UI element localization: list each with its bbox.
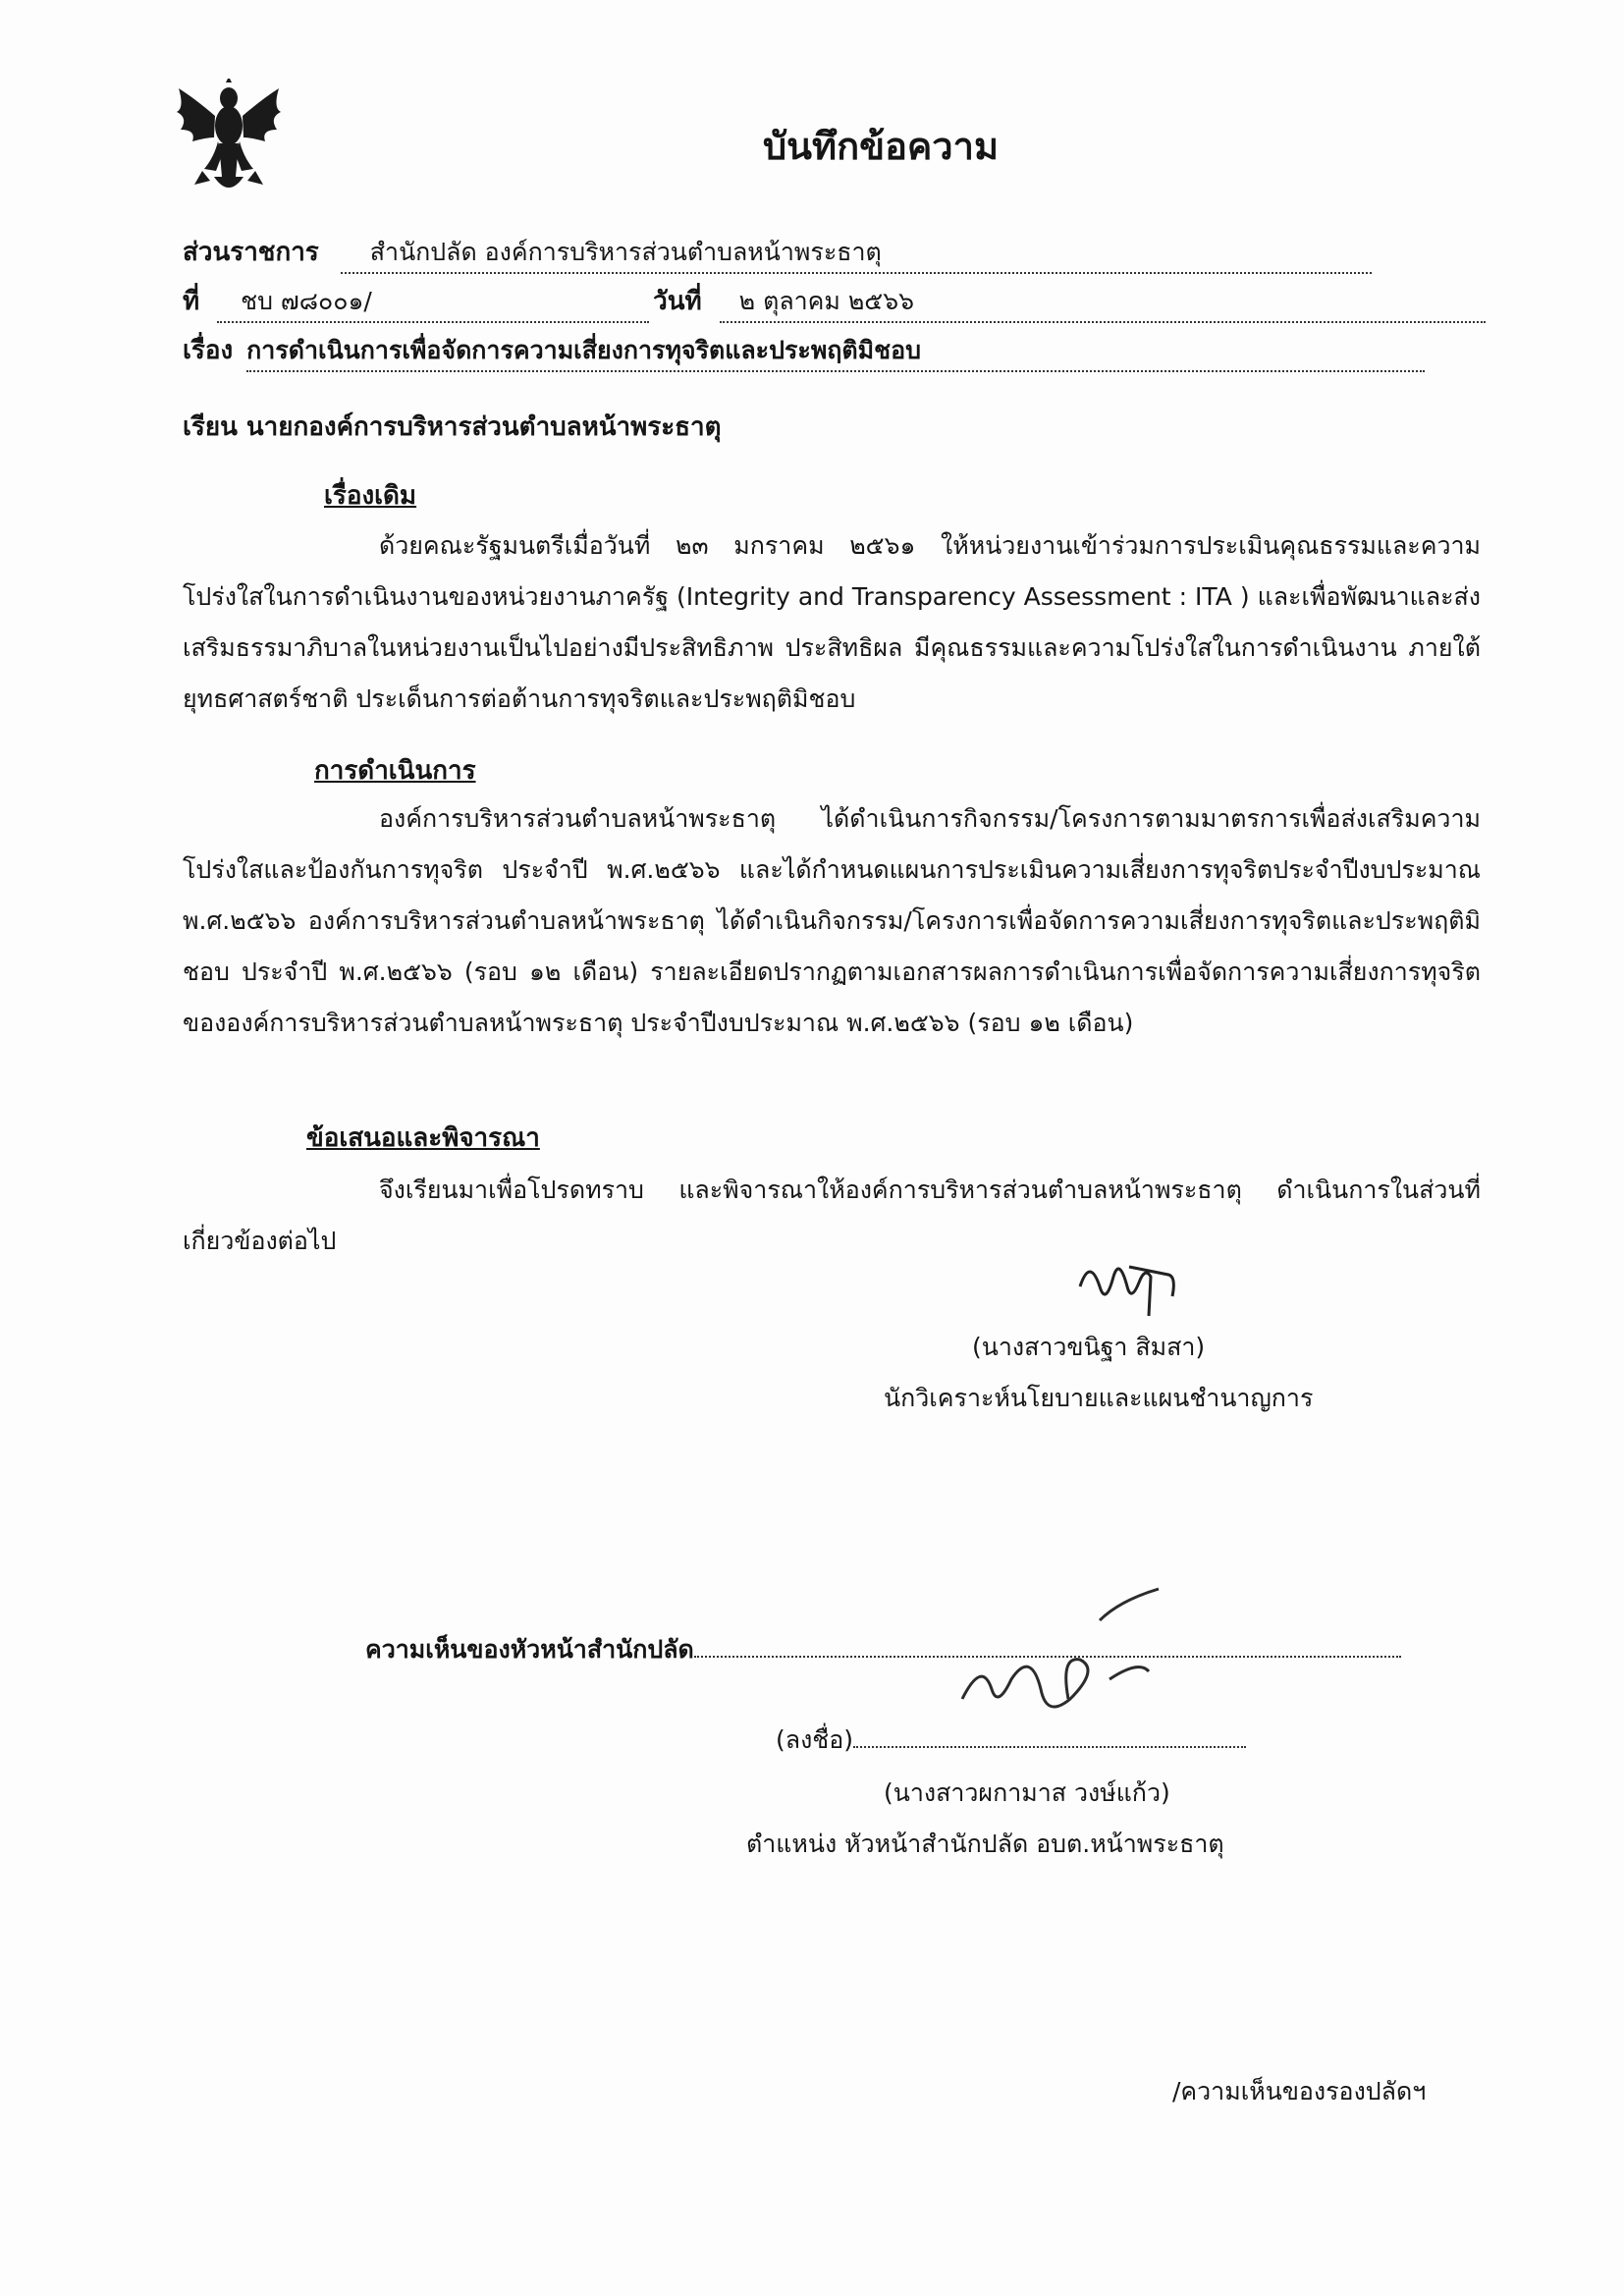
proposal-heading: ข้อเสนอและพิจารณา — [306, 1123, 540, 1153]
department-label: ส่วนราชการ — [183, 238, 319, 267]
footer-note: /ความเห็นของรองปลัดฯ — [1172, 2077, 1427, 2105]
date-label: วันที่ — [653, 287, 702, 316]
date-value: ๒ ตุลาคม ๒๕๖๖ — [738, 287, 914, 315]
opinion-signer-name: (นางสาวผกามาส วงษ์แก้ว) — [884, 1778, 1170, 1807]
reference-row — [183, 281, 1486, 323]
sign-line — [776, 1721, 1246, 1760]
department-value: สำนักปลัด องค์การบริหารส่วนตำบลหน้าพระธาตุ — [369, 238, 882, 266]
subject-row — [183, 330, 1425, 372]
opinion-row — [365, 1630, 1401, 1669]
department-row — [183, 232, 1372, 274]
reference-label: ที่ — [183, 287, 200, 316]
signature-icon — [952, 1581, 1208, 1738]
background-paragraph: ด้วยคณะรัฐมนตรีเมื่อวันที่ ๒๓ มกราคม ๒๕๖๑ ให้หน่วยงานเข้าร่วมการประเมินคุณธรรมและความโปร่งใสในการดำเนินงานของหน่วยงานภาครัฐ (Integrity and Transparency Assessment : ITA ) และเพื่อพัฒนาและส่งเสริมธรรมาภิบาลในหน่วยงานเป็นไปอย่างมีประสิทธิภาพ ประสิทธิผล มีคุณธรรมและความโปร่งใสในการดำเนินงาน ภายใต้ยุทธศาสตร์ชาติ ประเด็นการต่อต้านการทุจริตและประพฤติมิชอบ — [183, 531, 1481, 713]
subject-label: เรื่อง — [183, 336, 234, 365]
sign-label: (ลงชื่อ) — [776, 1725, 854, 1754]
reference-value: ชบ ๗๘๐๐๑/ — [241, 287, 372, 315]
signer-position: นักวิเคราะห์นโยบายและแผนชำนาญการ — [884, 1384, 1314, 1412]
action-paragraph: องค์การบริหารส่วนตำบลหน้าพระธาตุ ได้ดำเนินการกิจกรรม/โครงการตามมาตรการเพื่อส่งเสริมความโปร่งใสและป้องกันการทุจริต ประจำปี พ.ศ.๒๕๖๖ และได้กำหนดแผนการประเมินความเสี่ยงการทุจริตประจำปีงบประมาณ พ.ศ.๒๕๖๖ องค์การบริหารส่วนตำบลหน้าพระธาตุ ได้ดำเนินกิจกรรม/โครงการเพื่อจัดการความเสี่ยงการทุจริตและประพฤติมิชอบ ประจำปี พ.ศ.๒๕๖๖ (รอบ ๑๒ เดือน) รายละเอียดปรากฏตามเอกสารผลการดำเนินการเพื่อจัดการความเสี่ยงการทุจริต ขององค์การบริหารส่วนตำบลหน้าพระธาตุ ประจำปีงบประมาณ พ.ศ.๒๕๖๖ (รอบ ๑๒ เดือน) — [183, 804, 1481, 1037]
action-heading: การดำเนินการ — [314, 756, 476, 786]
signer-name: (นางสาวขนิฐา สิมสา) — [972, 1333, 1206, 1361]
salutation: เรียน นายกองค์การบริหารส่วนตำบลหน้าพระธาตุ — [183, 412, 722, 442]
background-heading: เรื่องเดิม — [324, 481, 417, 511]
proposal-paragraph: จึงเรียนมาเพื่อโปรดทราบ และพิจารณาให้องค์การบริหารส่วนตำบลหน้าพระธาตุ ดำเนินการในส่วนที่เกี่ยวข้องต่อไป — [183, 1175, 1481, 1255]
subject-value: การดำเนินการเพื่อจัดการความเสี่ยงการทุจริตและประพฤติมิชอบ — [246, 336, 922, 364]
opinion-signer-position: ตำแหน่ง หัวหน้าสำนักปลัด อบต.หน้าพระธาตุ — [746, 1830, 1224, 1858]
sign-field — [853, 1746, 1246, 1748]
memo-title: บันทึกข้อความ — [762, 125, 1000, 168]
signature-icon — [1070, 1247, 1188, 1326]
opinion-label: ความเห็นของหัวหน้าสำนักปลัด — [365, 1635, 694, 1664]
